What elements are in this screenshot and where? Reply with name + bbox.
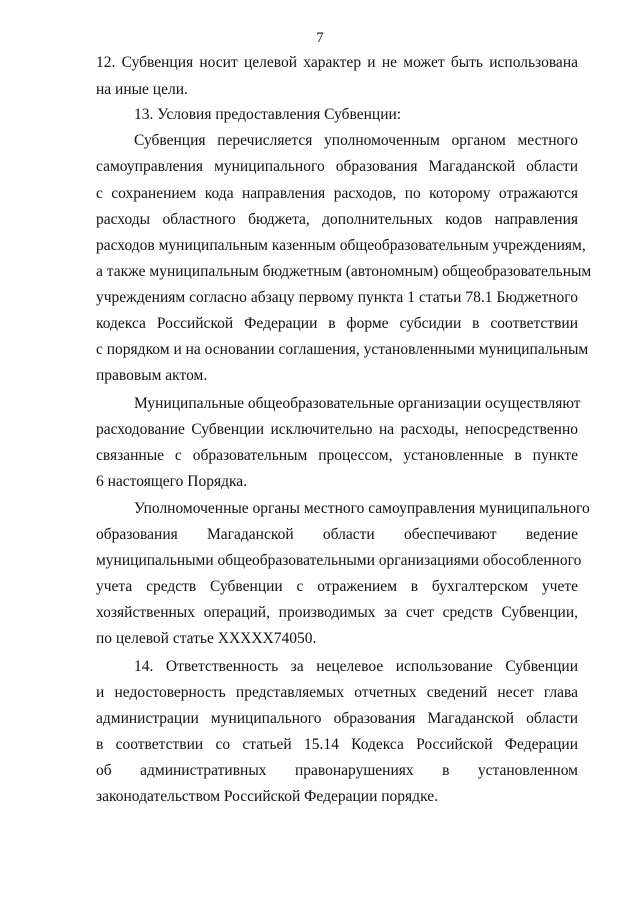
text-line: администрации муниципального образования Магаданской области	[96, 710, 578, 727]
text-line: Субвенция перечисляется уполномоченным органом местного	[134, 132, 578, 149]
text-line: Муниципальные общеобразовательные организации осуществляют	[134, 395, 581, 412]
text-line: на иные цели.	[96, 81, 188, 98]
text-line: расходование Субвенции исключительно на расходы, непосредственно	[96, 421, 578, 438]
text-line: учета средств Субвенции с отражением в бухгалтерском учете	[96, 578, 578, 595]
text-line: муниципальными общеобразовательными организациями обособленного	[96, 552, 582, 569]
text-line: самоуправления муниципального образования Магаданской области	[96, 158, 578, 175]
page-number: 7	[316, 30, 324, 46]
text-line: образования Магаданской области обеспечивают ведение	[96, 526, 578, 543]
text-line: об административных правонарушениях в установленном	[96, 762, 578, 779]
text-line: правовым актом.	[96, 367, 208, 384]
text-line: 14. Ответственность за нецелевое использование Субвенции	[134, 658, 578, 675]
text-line: связанные с образовательным процессом, установленные в пункте	[96, 447, 578, 464]
text-line: 6 настоящего Порядка.	[96, 473, 248, 490]
text-line: по целевой статье ХХХХХ74050.	[96, 630, 317, 647]
text-line: 12. Субвенция носит целевой характер и не может быть использована	[96, 54, 578, 71]
text-line: 13. Условия предоставления Субвенции:	[134, 106, 402, 123]
text-line: с сохранением кода направления расходов, по которому отражаются	[96, 185, 578, 202]
text-line: хозяйственных операций, производимых за счет средств Субвенции,	[96, 604, 578, 621]
text-line: и недостоверность представляемых отчетных сведений несет глава	[96, 684, 578, 701]
text-line: учреждениям согласно абзацу первому пункта 1 статьи 78.1 Бюджетного	[96, 289, 578, 306]
text-line: кодекса Российской Федерации в форме субсидии в соответствии	[96, 315, 578, 332]
text-line: Уполномоченные органы местного самоуправления муниципального	[134, 500, 590, 517]
text-line: расходов муниципальным казенным общеобразовательным учреждениям,	[96, 237, 586, 254]
text-line: в соответствии со статьей 15.14 Кодекса Российской Федерации	[96, 736, 578, 753]
text-line: законодательством Российской Федерации порядке.	[96, 788, 438, 805]
text-line: а также муниципальным бюджетным (автономным) общеобразовательным	[96, 263, 592, 280]
text-line: расходы областного бюджета, дополнительных кодов направления	[96, 211, 578, 228]
text-line: с порядком и на основании соглашения, установленными муниципальным	[96, 341, 589, 358]
